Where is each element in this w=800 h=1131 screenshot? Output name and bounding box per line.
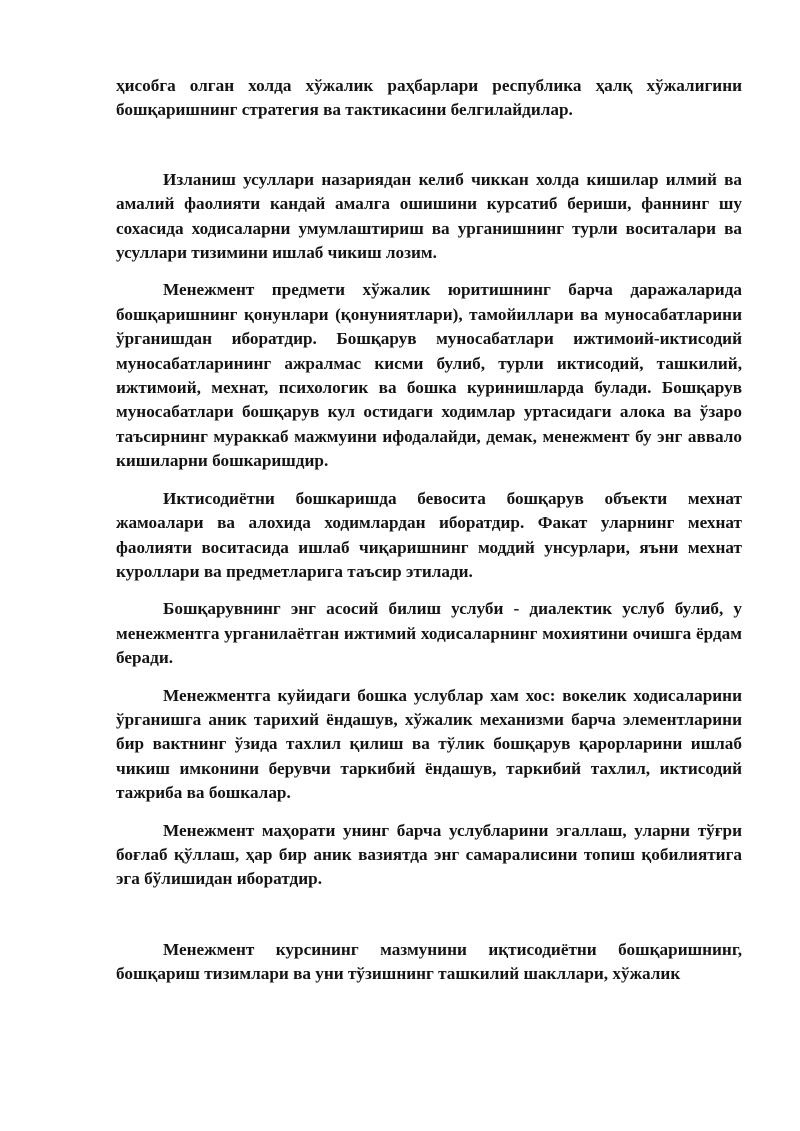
document-page: [116, 74, 742, 1000]
paragraph-other-methods: Менежментга куйидаги бошка услублар хам хос: вокелик ходисаларини ўрганишга аник тарихий ёндашув, хўжалик механизми барча элементларини бир вактнинг ўзида тахлил қилиш ва тўлик бошқарув қарорларини ишлаб чикиш имконини берувчи таркибий ёндашув, таркибий тахлил, иктисодий тажриба ва бошкалар.: [116, 685, 742, 803]
paragraph-management-object: Иктисодиётни бошкаришда бевосита бошқарув объекти мехнат жамоалари ва алохида ходимлардан иборатдир. Факат уларнинг мехнат фаолияти воситасида ишлаб чиқаришнинг моддий унсурлари, яъни мехнат куроллари ва предметларига таъсир этилади.: [116, 488, 742, 581]
paragraph-management-skill: Менежмент маҳорати унинг барча услубларини эгаллаш, уларни тўғри боғлаб қўллаш, ҳар бир аник вазиятда энг самаралисини топиш қобилиятига эга бўлишидан иборатдир.: [116, 820, 742, 889]
paragraph-management-subject: Менежмент предмети хўжалик юритишнинг барча даражаларида бошқаришнинг қонунлари (қонуниятлари), тамойиллари ва муносабатларини ўрганишдан иборатдир. Бошқарув муносабатлари ижтимоий-иктисодий муносабатларининг ажралмас кисми булиб, турли иктисодий, ташкилий, ижтимоий, мехнат, психологик ва бошка куринишларда булади. Бошқарув муносабатлари бошқарув кул остидаги ходимлар уртасидаги алока ва ўзаро таъсирнинг мураккаб мажмуини ифодалайди, демак, менежмент бу энг аввало кишиларни бошкаришдир.: [116, 280, 742, 471]
paragraph-research-methods: Изланиш усуллари назариядан келиб чиккан холда кишилар илмий ва амалий фаолияти кандай амалга ошишини курсатиб бериши, фаннинг шу сохасида ходисаларни умумлаштириш ва урганишнинг турли воситалари ва усуллари тизимини ишлаб чикиш лозим.: [116, 169, 742, 263]
paragraph-continuation: ҳисобга олган холда хўжалик раҳбарлари республика ҳалқ хўжалигини бошқаришнинг стратегия ва тактикасини белгилайдилар.: [116, 76, 742, 120]
paragraph-dialectic-method: Бошқарувнинг энг асосий билиш услуби - диалектик услуб булиб, у менежментга урганилаётган ижтимий ходисаларнинг мохиятини очишга ёрдам беради.: [116, 599, 742, 668]
paragraph-course-content: Менежмент курсининг мазмунини иқтисодиётни бошқаришнинг, бошқариш тизимлари ва уни тўзишнинг ташкилий шакллари, хўжалик: [116, 939, 742, 984]
